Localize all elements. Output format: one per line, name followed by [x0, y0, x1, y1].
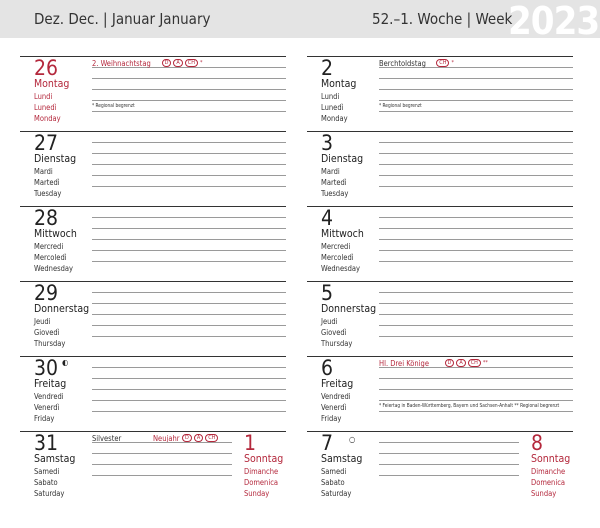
holiday-badges: [445, 359, 488, 367]
sunday-name: Sonntag: [244, 453, 284, 465]
holiday-label: Berchtoldstag: [379, 59, 426, 68]
writing-line: [379, 228, 573, 229]
day-separator: [20, 356, 286, 357]
sunday-name-translation: Dimanche: [531, 467, 566, 476]
sunday-name-translation: Domenica: [244, 478, 279, 487]
writing-line: [92, 111, 286, 112]
day-name-translation: Vendredi: [34, 392, 64, 401]
writing-line: [379, 389, 573, 390]
day-separator: [307, 356, 573, 357]
day-name: Samstag: [34, 453, 76, 465]
day-number: 30: [34, 356, 59, 380]
writing-line: [379, 186, 573, 187]
sunday-name-translation: Dimanche: [244, 467, 279, 476]
writing-line: [379, 400, 573, 401]
day-name-translation: Vendredi: [321, 392, 351, 401]
writing-line: [379, 261, 573, 262]
writing-line: [379, 164, 573, 165]
month-label: Dez. Dec. | Januar January: [34, 10, 211, 28]
country-badge: A: [456, 359, 465, 367]
writing-line: [379, 453, 519, 454]
writing-line: [379, 378, 573, 379]
day-name-translation: Saturday: [34, 489, 65, 498]
day-name-translation: Lunedì: [321, 103, 344, 112]
sunday-number: 1: [244, 431, 257, 455]
country-badge: CH: [468, 359, 481, 367]
writing-line: [379, 292, 573, 293]
day-block: [307, 263, 573, 348]
day-name: Mittwoch: [34, 228, 77, 240]
footnote: * Regional begrenzt: [379, 104, 422, 109]
sunday-name: Sonntag: [531, 453, 571, 465]
day-name-translation: Mercoledì: [321, 253, 354, 262]
day-name-translation: Jeudi: [321, 317, 338, 326]
event-label: Neujahr: [153, 434, 180, 443]
writing-line: [92, 78, 286, 79]
writing-line: [379, 142, 573, 143]
writing-line: [92, 378, 286, 379]
writing-line: [92, 389, 286, 390]
country-badge: D: [445, 359, 455, 367]
writing-line: [379, 239, 573, 240]
day-name-translation: Martedì: [321, 178, 347, 187]
day-block: [20, 113, 286, 198]
writing-line: [379, 89, 573, 90]
writing-line: [92, 153, 286, 154]
day-number: 3: [321, 131, 334, 155]
writing-line: [92, 292, 286, 293]
day-block: [307, 113, 573, 198]
day-name-translation: Tuesday: [321, 189, 349, 198]
year-label: 2023: [508, 0, 600, 43]
day-block: [307, 38, 573, 123]
holiday-label: 2. Weihnachtstag: [92, 59, 151, 68]
day-number: 27: [34, 131, 59, 155]
writing-line: [379, 175, 573, 176]
day-separator: [307, 281, 573, 282]
day-name-translation: Samedi: [321, 467, 347, 476]
day-number: 2: [321, 56, 334, 80]
day-number: 26: [34, 56, 59, 80]
sunday-name-translation: Domenica: [531, 478, 566, 487]
day-name-translation: Monday: [34, 114, 61, 123]
country-badge: CH: [436, 59, 449, 67]
writing-line: [92, 186, 286, 187]
day-block: [20, 413, 286, 498]
day-separator: [20, 206, 286, 207]
day-number: 7: [321, 431, 334, 455]
day-name-translation: Mercredi: [34, 242, 64, 251]
day-name-translation: Lundi: [321, 92, 340, 101]
day-name-translation: Friday: [34, 414, 55, 423]
day-name: Dienstag: [321, 153, 364, 165]
day-name-translation: Venerdì: [321, 403, 347, 412]
writing-line: [92, 142, 286, 143]
day-name-translation: Sabato: [34, 478, 58, 487]
left-week-column: [20, 38, 286, 528]
day-number: 4: [321, 206, 334, 230]
day-name: Freitag: [321, 378, 354, 390]
day-name-translation: Mercoledì: [34, 253, 67, 262]
day-number: 28: [34, 206, 59, 230]
day-name-translation: Sabato: [321, 478, 345, 487]
country-badge: CH: [185, 59, 198, 67]
day-block: [20, 38, 286, 123]
day-name-translation: Giovedì: [34, 328, 60, 337]
day-name: Donnerstag: [34, 303, 90, 315]
writing-line: [92, 336, 286, 337]
writing-line: [92, 89, 286, 90]
country-badge: A: [194, 434, 203, 442]
day-separator: [307, 56, 573, 57]
writing-line: [92, 303, 286, 304]
footnote-mark: *: [451, 60, 454, 66]
writing-line: [92, 228, 286, 229]
day-name: Montag: [34, 78, 70, 90]
day-separator: [20, 281, 286, 282]
day-name-translation: Venerdì: [34, 403, 60, 412]
writing-line: [379, 336, 573, 337]
day-name-translation: Wednesday: [34, 264, 74, 273]
day-name: Freitag: [34, 378, 67, 390]
sunday-name-translation: Sunday: [244, 489, 270, 498]
day-block: [307, 338, 573, 423]
writing-line: [379, 464, 519, 465]
footnote: * Regional begrenzt: [92, 104, 135, 109]
writing-line: [379, 250, 573, 251]
day-name-translation: Monday: [321, 114, 348, 123]
day-name-translation: Samedi: [34, 467, 60, 476]
writing-line: [92, 250, 286, 251]
holiday-badges: [162, 59, 203, 67]
holiday-badges: [436, 59, 454, 67]
day-block: [307, 188, 573, 273]
day-separator: [20, 56, 286, 57]
country-badge: CH: [205, 434, 218, 442]
day-name: Mittwoch: [321, 228, 364, 240]
writing-line: [379, 100, 573, 101]
writing-line: [92, 100, 286, 101]
day-name-translation: Friday: [321, 414, 342, 423]
day-name-translation: Giovedì: [321, 328, 347, 337]
writing-line: [379, 442, 519, 443]
day-name: Dienstag: [34, 153, 77, 165]
country-badge: D: [182, 434, 192, 442]
day-name-translation: Wednesday: [321, 264, 361, 273]
day-separator: [307, 206, 573, 207]
day-name-translation: Mardi: [34, 167, 53, 176]
day-number: 6: [321, 356, 334, 380]
day-name: Donnerstag: [321, 303, 377, 315]
day-name: Montag: [321, 78, 357, 90]
footnote: * Feiertag in Baden-Württemberg, Bayern und Sachsen-Anhalt ** Regional begrenzt: [379, 404, 560, 409]
writing-line: [92, 411, 286, 412]
writing-line: [92, 261, 286, 262]
sunday-number: 8: [531, 431, 544, 455]
writing-line: [92, 325, 286, 326]
day-name-translation: Lundi: [34, 92, 53, 101]
writing-line: [92, 475, 232, 476]
writing-line: [379, 217, 573, 218]
day-name-translation: Thursday: [321, 339, 353, 348]
event-label: Silvester: [92, 434, 122, 443]
holiday-label: Hl. Drei Könige: [379, 359, 429, 368]
writing-line: [92, 400, 286, 401]
moon-phase-icon: ○: [349, 435, 356, 444]
writing-line: [379, 78, 573, 79]
page-header: [0, 0, 600, 43]
footnote-mark: **: [482, 360, 488, 366]
day-number: 5: [321, 281, 334, 305]
writing-line: [92, 453, 232, 454]
writing-line: [92, 367, 286, 368]
writing-line: [379, 325, 573, 326]
day-name-translation: Martedì: [34, 178, 60, 187]
day-block: [20, 188, 286, 273]
country-badge: D: [162, 59, 172, 67]
writing-line: [379, 411, 573, 412]
writing-line: [92, 314, 286, 315]
footnote-mark: *: [199, 60, 203, 66]
writing-line: [379, 111, 573, 112]
day-name-translation: Mercredi: [321, 242, 351, 251]
day-separator: [307, 131, 573, 132]
day-name-translation: Mardi: [321, 167, 340, 176]
writing-line: [92, 175, 286, 176]
writing-line: [379, 314, 573, 315]
writing-line: [92, 239, 286, 240]
day-block: [20, 263, 286, 348]
writing-line: [92, 164, 286, 165]
day-name-translation: Tuesday: [34, 189, 62, 198]
sunday-name-translation: Sunday: [531, 489, 557, 498]
day-number: 29: [34, 281, 59, 305]
day-separator: [20, 131, 286, 132]
writing-line: [92, 442, 232, 443]
day-name-translation: Saturday: [321, 489, 352, 498]
day-block: [20, 338, 286, 423]
moon-phase-icon: ◐: [62, 358, 69, 367]
week-label: 52.–1. Woche | Week: [372, 10, 513, 28]
writing-line: [379, 303, 573, 304]
country-badge: A: [173, 59, 182, 67]
writing-line: [92, 217, 286, 218]
day-name: Samstag: [321, 453, 363, 465]
day-number: 31: [34, 431, 59, 455]
day-name-translation: Thursday: [34, 339, 66, 348]
day-name-translation: Lunedì: [34, 103, 57, 112]
day-block: [307, 413, 573, 498]
writing-line: [379, 153, 573, 154]
day-name-translation: Jeudi: [34, 317, 51, 326]
writing-line: [379, 475, 519, 476]
writing-line: [92, 464, 232, 465]
right-week-column: [307, 38, 573, 528]
holiday-badges: [182, 434, 220, 442]
